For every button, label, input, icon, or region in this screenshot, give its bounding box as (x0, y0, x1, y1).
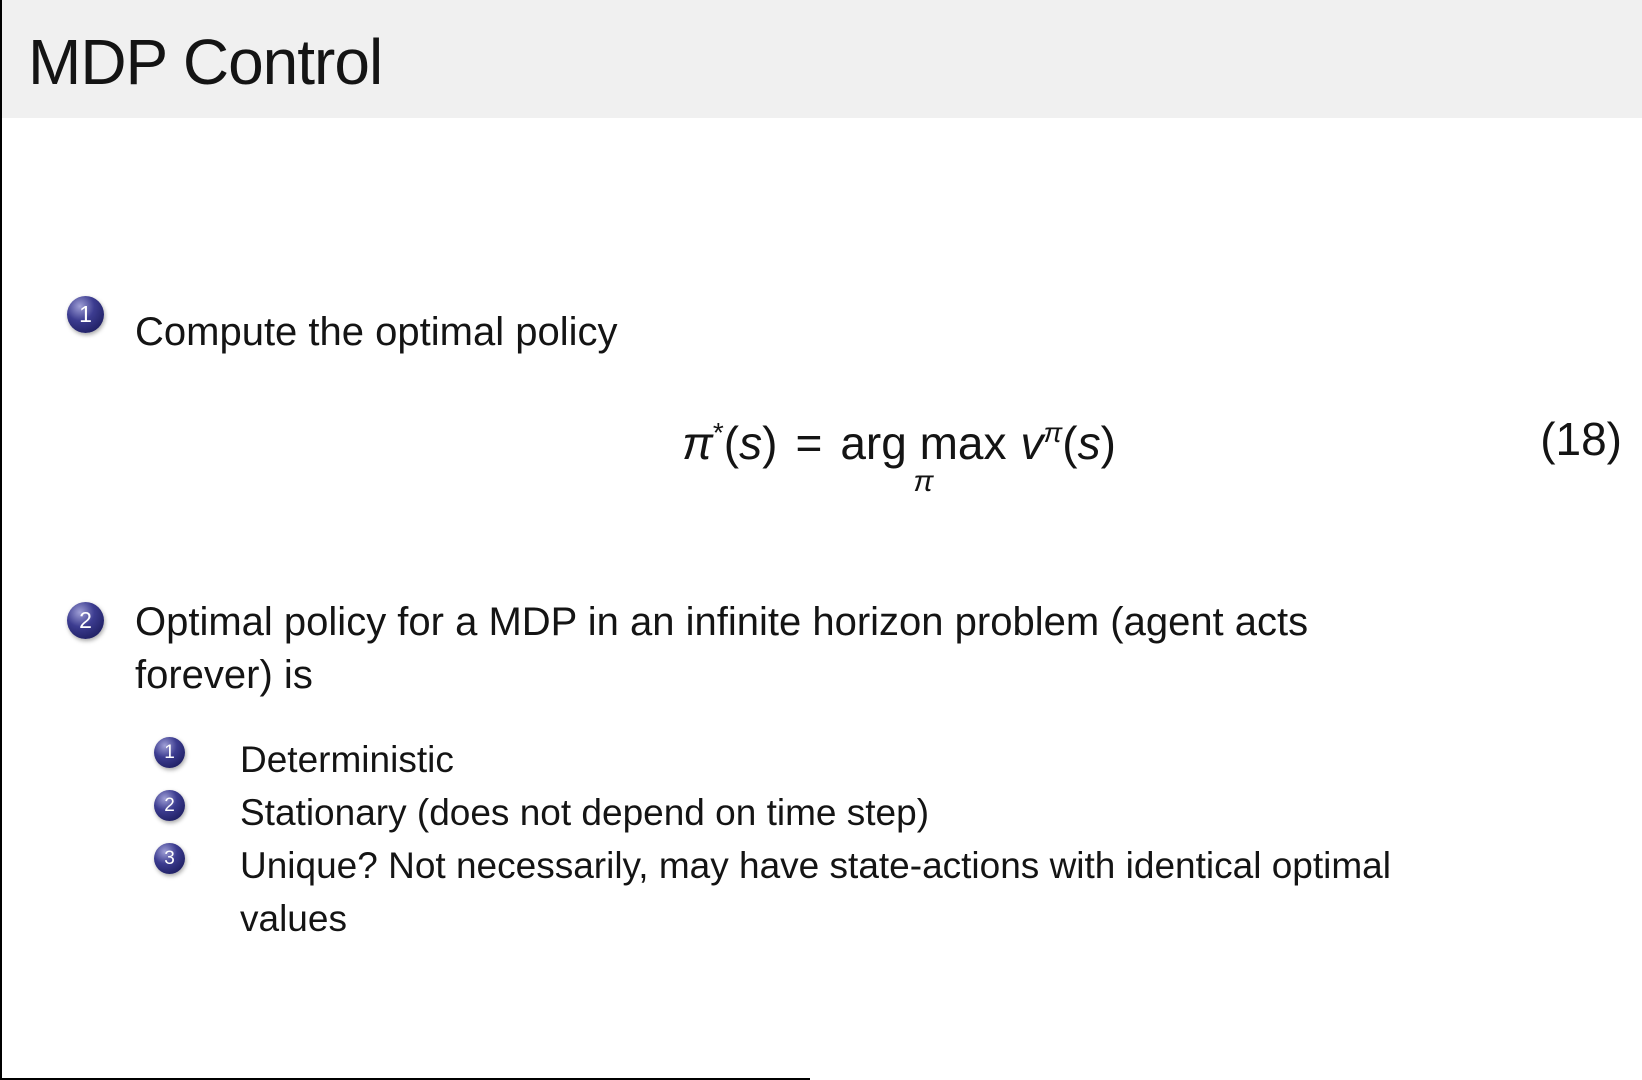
eq-right-paren: ) (762, 417, 778, 469)
subitem-3-badge (154, 843, 185, 874)
subitem-2-badge-number: 2 (164, 794, 175, 816)
subitem-3-badge-number: 3 (164, 847, 175, 869)
slide-header (0, 0, 1642, 118)
eq-s: s (739, 417, 763, 469)
item-2-line-1: Optimal policy for a MDP in an infinite horizon problem (agent acts (135, 600, 1309, 644)
eq-left-paren-2: ( (1062, 417, 1078, 469)
equation-number: (18) (1540, 413, 1622, 465)
item-1-badge (67, 296, 104, 333)
slide-title: MDP Control (28, 26, 383, 98)
eq-argmax-operator (840, 416, 1007, 498)
subitem-1-badge (154, 737, 185, 768)
eq-s-2: s (1077, 417, 1101, 469)
eq-pi: π (682, 417, 713, 469)
item-1-text (135, 306, 617, 359)
eq-argmax-label: arg max (840, 417, 1007, 469)
eq-equals-sign: = (795, 417, 823, 469)
eq-argmax-subscript: π (913, 465, 934, 498)
item-2-line-2: forever) is (135, 653, 313, 697)
subitem-1-badge-number: 1 (164, 741, 175, 763)
subitem-1-text (240, 733, 454, 786)
eq-v: v (1020, 417, 1044, 469)
item-2-text (135, 596, 1308, 702)
item-2-badge-number: 2 (79, 607, 92, 633)
eq-left-paren: ( (723, 417, 740, 469)
subitem-2-text (240, 786, 929, 839)
subitem-3-line-1: Unique? Not necessarily, may have state-actions with identical optimal (240, 845, 1391, 886)
eq-right-paren-2: ) (1100, 417, 1116, 469)
item-2-badge (67, 602, 104, 639)
item-1-badge-number: 1 (79, 301, 92, 327)
left-edge-line (0, 0, 2, 1080)
item-1-line-1: Compute the optimal policy (135, 310, 618, 354)
subitem-3-line-2: values (240, 898, 347, 939)
equation: π * ( s ) = arg max π v π ( s ) (682, 416, 1116, 498)
subitem-3-text (240, 839, 1391, 945)
subitem-2-badge (154, 790, 185, 821)
subitem-1-line-1: Deterministic (240, 739, 454, 780)
subitem-2-line-1: Stationary (does not depend on time step) (240, 792, 930, 833)
